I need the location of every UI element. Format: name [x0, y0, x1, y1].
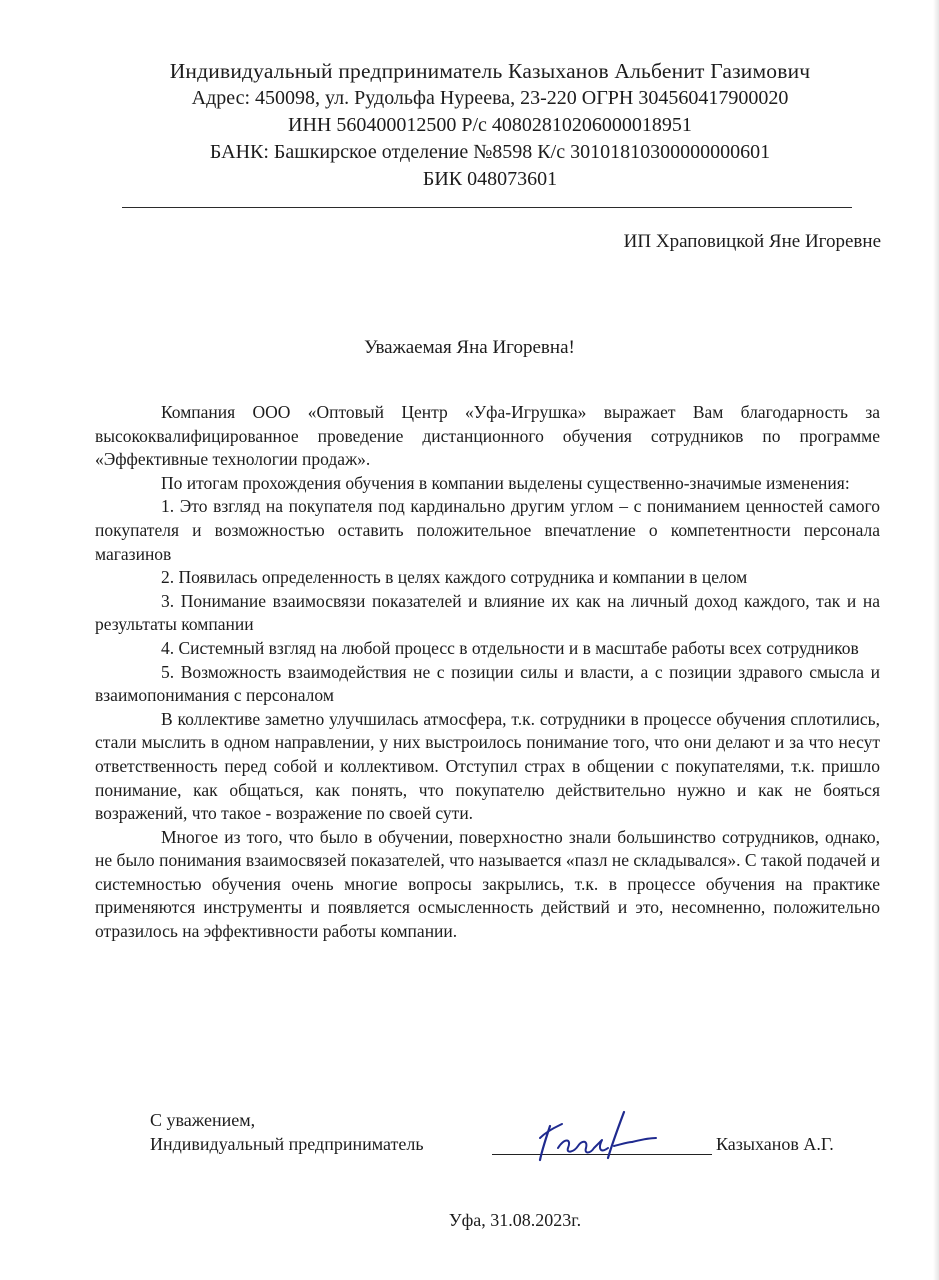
signature-row: [150, 1132, 870, 1162]
handwritten-signature: [528, 1108, 668, 1168]
atmosphere-paragraph: В коллективе заметно улучшилась атмосфера, т.к. сотрудники в процессе обучения сплотились, стали мыслить в одном направлении, у них выстроилось понимание того, что они делают и за что несут ответственность перед собой и коллективом. Отступил страх в общении с покупателями, т.к. пришло понимание, как общаться, как понять, что покупателю действительно нужно и как не бояться возражений, что такое - возражение по своей сути.: [95, 708, 880, 824]
list-item: 5. Возможность взаимодействия не с позиции силы и власти, а с позиции здравого смысла и взаимопонимания с персоналом: [95, 661, 880, 706]
list-item: 1. Это взгляд на покупателя под кардинально другим углом – с пониманием ценностей самого покупателя и возможностью оставить положительное впечатление о компетентности персонала магазинов: [95, 496, 880, 564]
greeting: Уважаемая Яна Игоревна!: [364, 337, 575, 358]
intro-paragraph: Компания ООО «Оптовый Центр «Уфа-Игрушка» выражает Вам благодарность за высококвалифицированное проведение дистанционного обучения сотрудников по программе «Эффективные технологии продаж».: [95, 402, 880, 470]
letterhead-title: Индивидуальный предприниматель Казыханов Альбенит Газимович: [169, 59, 811, 83]
list-item: 2. Появилась определенность в целях каждого сотрудника и компании в целом: [161, 567, 748, 588]
signer-title: Индивидуальный предприниматель: [150, 1134, 424, 1154]
letterhead-inn: ИНН 560400012500 Р/с 40802810206000018951: [288, 114, 692, 136]
letterhead-bank: БАНК: Башкирское отделение №8598 К/с 30101810300000000601: [209, 141, 771, 163]
letter-body: [95, 401, 880, 944]
list-item: 3. Понимание взаимосвязи показателей и влияние их как на личный доход каждого, так и на результаты компании: [95, 590, 880, 635]
closing-regards: С уважением,: [150, 1110, 256, 1130]
letterhead-address: Адрес: 450098, ул. Рудольфа Нуреева, 23-220 ОГРН 304560417900020: [191, 87, 789, 109]
signer-name: Казыханов А.Г.: [716, 1134, 834, 1154]
letterhead-divider: [122, 207, 852, 208]
addressee: ИП Храповицкой Яне Игоревне: [623, 231, 881, 252]
letterhead-bik: БИК 048073601: [422, 168, 558, 190]
results-intro-paragraph: По итогам прохождения обучения в компании выделены существенно-значимые изменения:: [161, 472, 850, 493]
page-edge-shadow: [933, 0, 939, 1280]
conclusion-paragraph: Многое из того, что было в обучении, поверхностно знали большинство сотрудников, однако, не было понимания взаимосвязей показателей, что называется «пазл не складывался». С такой подачей и системностью обучения очень многие вопросы закрылись, т.к. в процессе обучения на практике применяются инструменты и появляется осмысленность действий и это, несомненно, положительно отразилось на эффективности работы компании.: [95, 826, 880, 942]
letterhead: [60, 58, 920, 193]
place-and-date: Уфа, 31.08.2023г.: [448, 1210, 582, 1230]
list-item: 4. Системный взгляд на любой процесс в отдельности и в масштабе работы всех сотрудников: [161, 637, 859, 658]
